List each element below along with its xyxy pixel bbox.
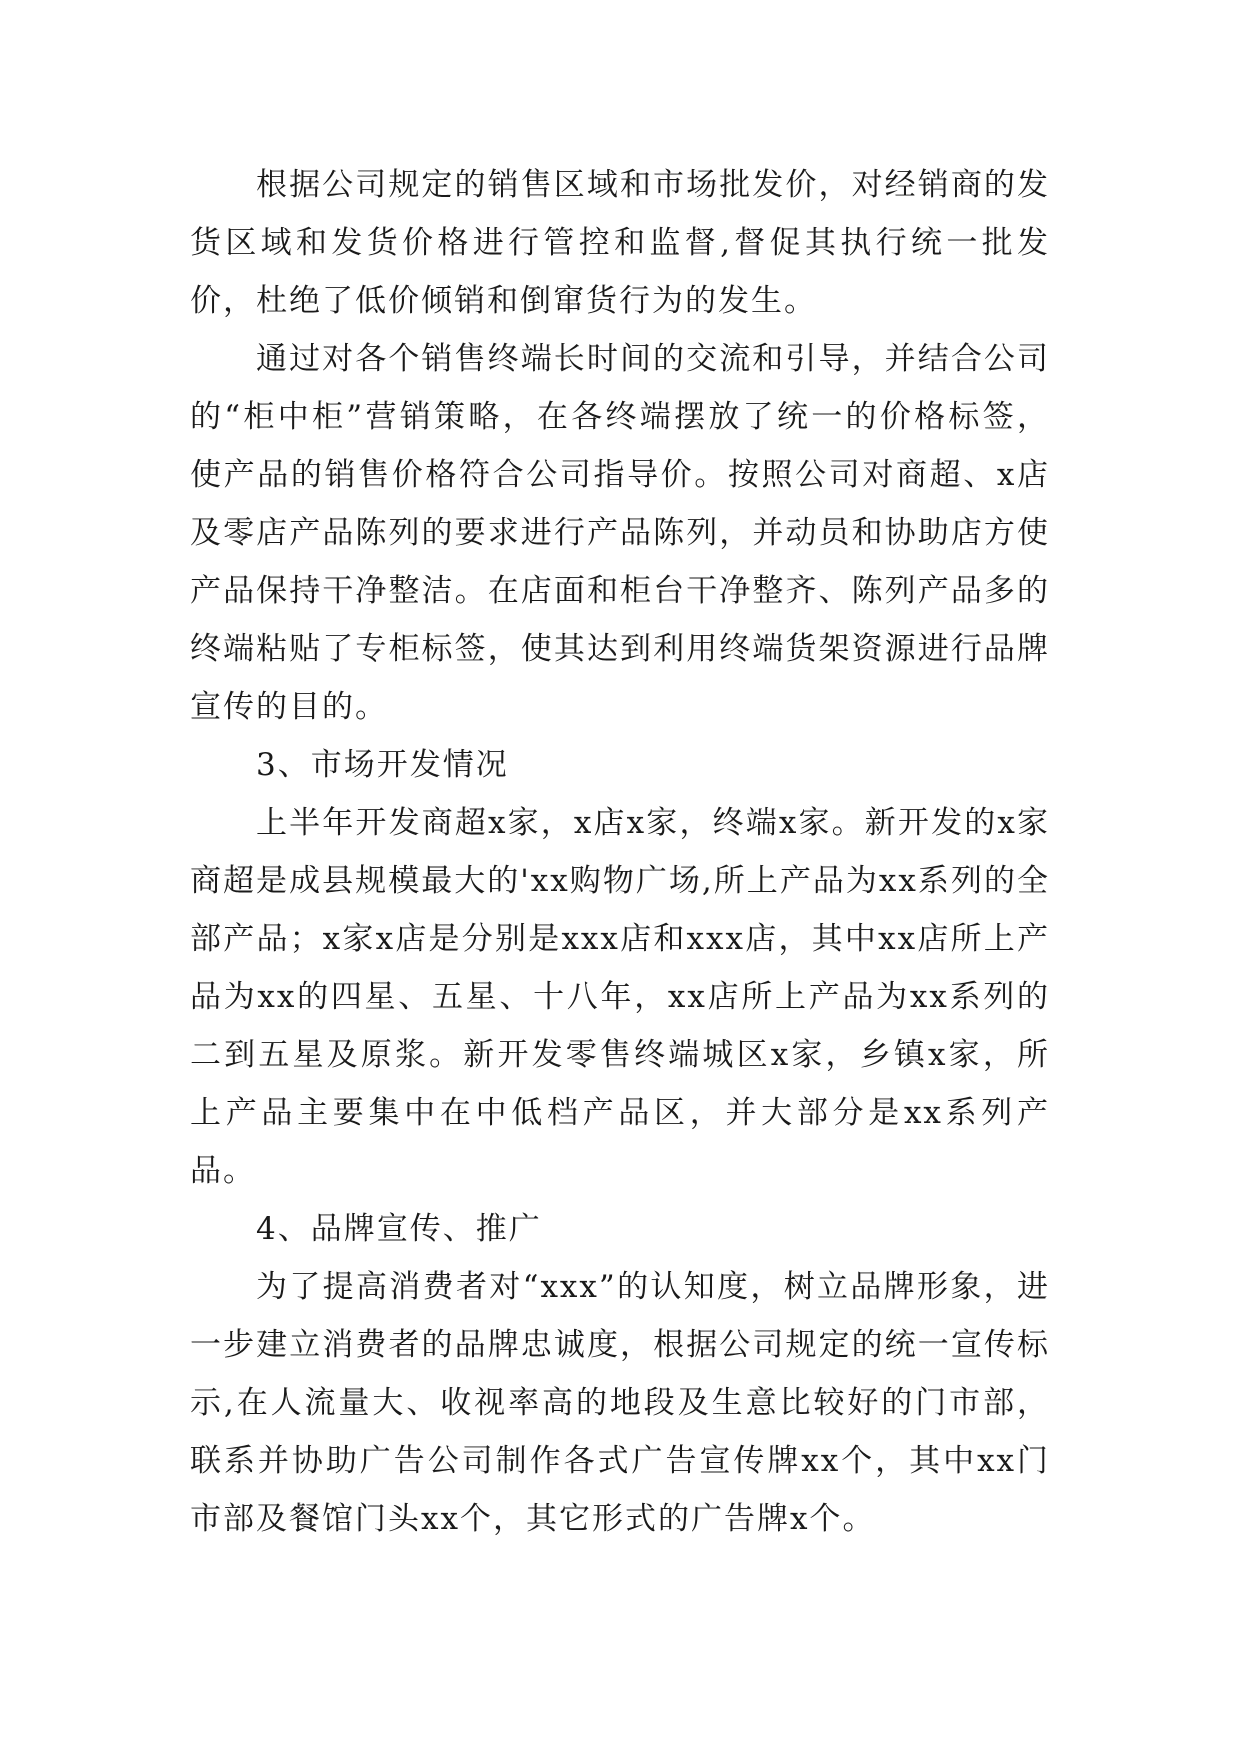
paragraph-brand-promotion: 为了提高消费者对“xxx”的认知度，树立品牌形象，进一步建立消费者的品牌忠诚度，根据公司规定的统一宣传标示,在人流量大、收视率高的地段及生意比较好的门市部，联系并协助广告公司制作各式广告宣传牌xx个，其中xx门市部及餐馆门头xx个，其它形式的广告牌x个。 [190, 1269, 1050, 1537]
section-heading-market-development: 3、市场开发情况 [256, 747, 509, 783]
document-body [190, 156, 1050, 1548]
section-heading-brand-promotion: 4、品牌宣传、推广 [256, 1211, 542, 1247]
paragraph-market-development: 上半年开发商超x家，x店x家，终端x家。新开发的x家商超是成县规模最大的'xx购物广场,所上产品为xx系列的全部产品；x家x店是分别是xxx店和xxx店，其中xx店所上产品为xx的四星、五星、十八年，xx店所上产品为xx系列的二到五星及原浆。新开发零售终端城区x家，乡镇x家，所上产品主要集中在中低档产品区，并大部分是xx系列产品。 [190, 805, 1050, 1189]
paragraph-pricing-control: 根据公司规定的销售区域和市场批发价，对经销商的发货区域和发货价格进行管控和监督,督促其执行统一批发价，杜绝了低价倾销和倒窜货行为的发生。 [190, 167, 1050, 319]
paragraph-terminal-guidance: 通过对各个销售终端长时间的交流和引导，并结合公司的“柜中柜”营销策略，在各终端摆放了统一的价格标签，使产品的销售价格符合公司指导价。按照公司对商超、x店及零店产品陈列的要求进行产品陈列，并动员和协助店方使产品保持干净整洁。在店面和柜台干净整齐、陈列产品多的终端粘贴了专柜标签，使其达到利用终端货架资源进行品牌宣传的目的。 [190, 341, 1050, 725]
